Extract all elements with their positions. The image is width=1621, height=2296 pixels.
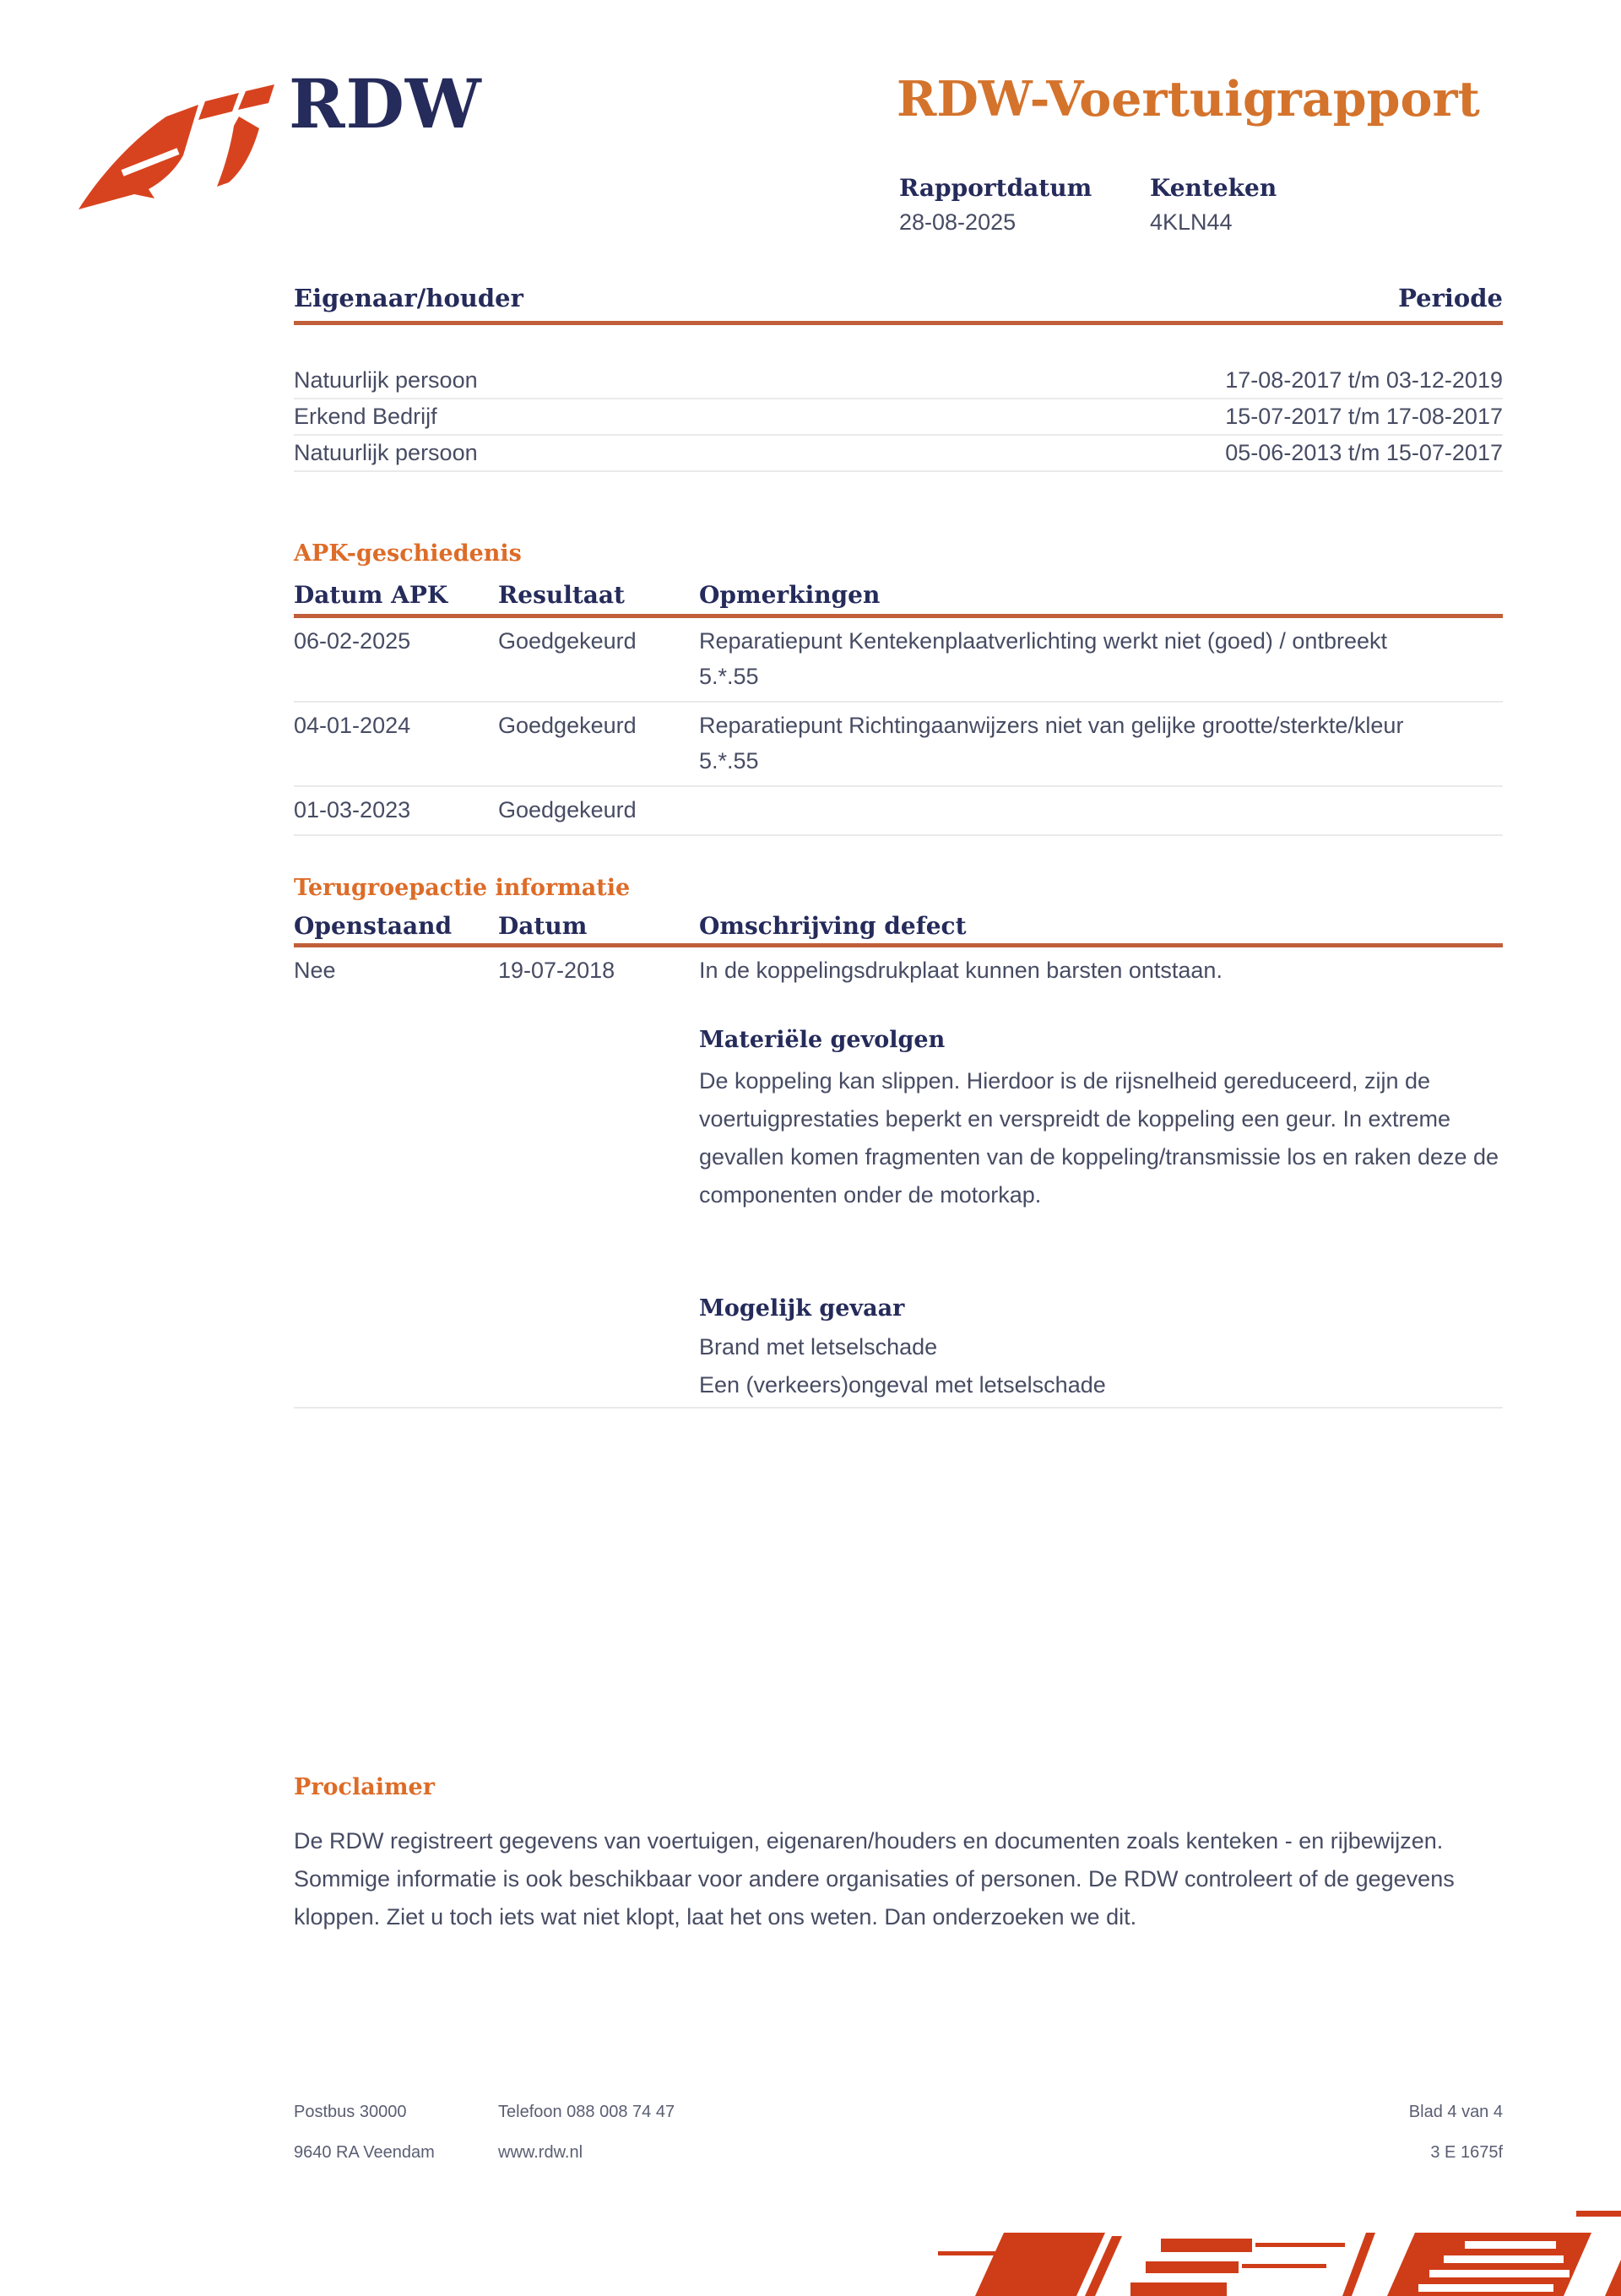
recall-col-open: Openstaand	[294, 912, 453, 940]
owner-type: Erkend Bedrijf	[294, 404, 437, 429]
license-plate-label: Kenteken	[1150, 174, 1277, 202]
owner-table-row	[294, 399, 1503, 436]
apk-result: Goedgekeurd	[498, 713, 637, 738]
recall-col-date: Datum	[498, 912, 588, 940]
owner-period: 05-06-2013 t/m 15-07-2017	[1225, 440, 1503, 465]
owner-period: 15-07-2017 t/m 17-08-2017	[1225, 404, 1503, 429]
page-title: RDW-Voertuigrapport	[897, 71, 1480, 128]
material-consequences-heading: Materiële gevolgen	[699, 1027, 946, 1053]
apk-remarks	[699, 792, 1442, 828]
license-plate-value: 4KLN44	[1150, 209, 1233, 235]
recall-defect: In de koppelingsdrukplaat kunnen barsten ontstaan.	[699, 958, 1223, 983]
owner-type: Natuurlijk persoon	[294, 367, 478, 393]
apk-remarks: Reparatiepunt Kentekenplaatverlichting werkt niet (goed) / ontbreekt 5.*.55	[699, 628, 1387, 689]
footer-city: 9640 RA Veendam	[294, 2143, 435, 2162]
apk-result: Goedgekeurd	[498, 628, 637, 654]
apk-result: Goedgekeurd	[498, 797, 637, 822]
possible-danger-heading: Mogelijk gevaar	[699, 1295, 905, 1322]
recall-date: 19-07-2018	[498, 958, 615, 983]
owner-section-heading: Eigenaar/houder	[294, 284, 523, 312]
apk-table-row	[294, 618, 1503, 703]
footer-page-number: Blad 4 van 4	[1408, 2103, 1503, 2121]
apk-date: 01-03-2023	[294, 797, 411, 822]
footer-form-code: 3 E 1675f	[1430, 2143, 1503, 2162]
apk-col-date: Datum APK	[294, 581, 448, 609]
period-column-header: Periode	[1398, 284, 1503, 312]
proclaimer-heading: Proclaimer	[294, 1774, 435, 1800]
apk-section-heading: APK-geschiedenis	[294, 540, 522, 567]
apk-col-remarks: Opmerkingen	[699, 581, 881, 609]
apk-table	[294, 618, 1503, 836]
report-date-label: Rapportdatum	[899, 174, 1092, 202]
recall-section-heading: Terugroepactie informatie	[294, 875, 631, 901]
apk-col-result: Resultaat	[498, 581, 625, 609]
footer-phone: Telefoon 088 008 74 47	[498, 2103, 675, 2121]
recall-table-header	[294, 912, 1503, 941]
owner-table	[294, 363, 1503, 472]
apk-table-row	[294, 787, 1503, 836]
rdw-logo-wordmark: RDW	[289, 64, 482, 144]
footer-postbus: Postbus 30000	[294, 2103, 407, 2121]
recall-table-row	[294, 947, 1503, 995]
danger-item: Een (verkeers)ongeval met letselschade	[699, 1372, 1106, 1398]
rdw-bottom-artwork	[924, 2189, 1621, 2296]
material-consequences-text: De koppeling kan slippen. Hierdoor is de rijsnelheid gereduceerd, zijn de voertuigprestaties beperkt en verspreidt de koppeling een geur. In extreme gevallen komen fragmenten van de koppeling/transmissie los en raken deze de componenten onder de motorkap.	[699, 1068, 1499, 1208]
apk-date: 04-01-2024	[294, 713, 411, 738]
owner-table-row	[294, 363, 1503, 399]
report-date-value: 28-08-2025	[899, 209, 1017, 235]
section-divider	[294, 1407, 1503, 1409]
apk-table-row	[294, 703, 1503, 787]
owner-section-rule	[294, 321, 1503, 325]
footer-website: www.rdw.nl	[498, 2143, 583, 2162]
owner-type: Natuurlijk persoon	[294, 440, 478, 465]
apk-table-header	[294, 581, 1503, 610]
recall-col-defect: Omschrijving defect	[699, 912, 967, 940]
apk-date: 06-02-2025	[294, 628, 411, 654]
owner-period: 17-08-2017 t/m 03-12-2019	[1225, 367, 1503, 393]
proclaimer-text: De RDW registreert gegevens van voertuigen, eigenaren/houders en documenten zoals kenteken - en rijbewijzen. Sommige informatie is ook beschikbaar voor andere organisaties of personen. De RDW controleert of de gegevens kloppen. Ziet u toch iets wat niet klopt, laat het ons weten. Dan onderzoeken we dit.	[294, 1828, 1455, 1930]
apk-remarks: Reparatiepunt Richtingaanwijzers niet van gelijke grootte/sterkte/kleur 5.*.55	[699, 713, 1404, 773]
rdw-feather-logo-icon	[72, 78, 274, 221]
recall-open: Nee	[294, 958, 336, 983]
recall-table	[294, 947, 1503, 995]
danger-item: Brand met letselschade	[699, 1334, 938, 1360]
owner-table-row	[294, 436, 1503, 472]
